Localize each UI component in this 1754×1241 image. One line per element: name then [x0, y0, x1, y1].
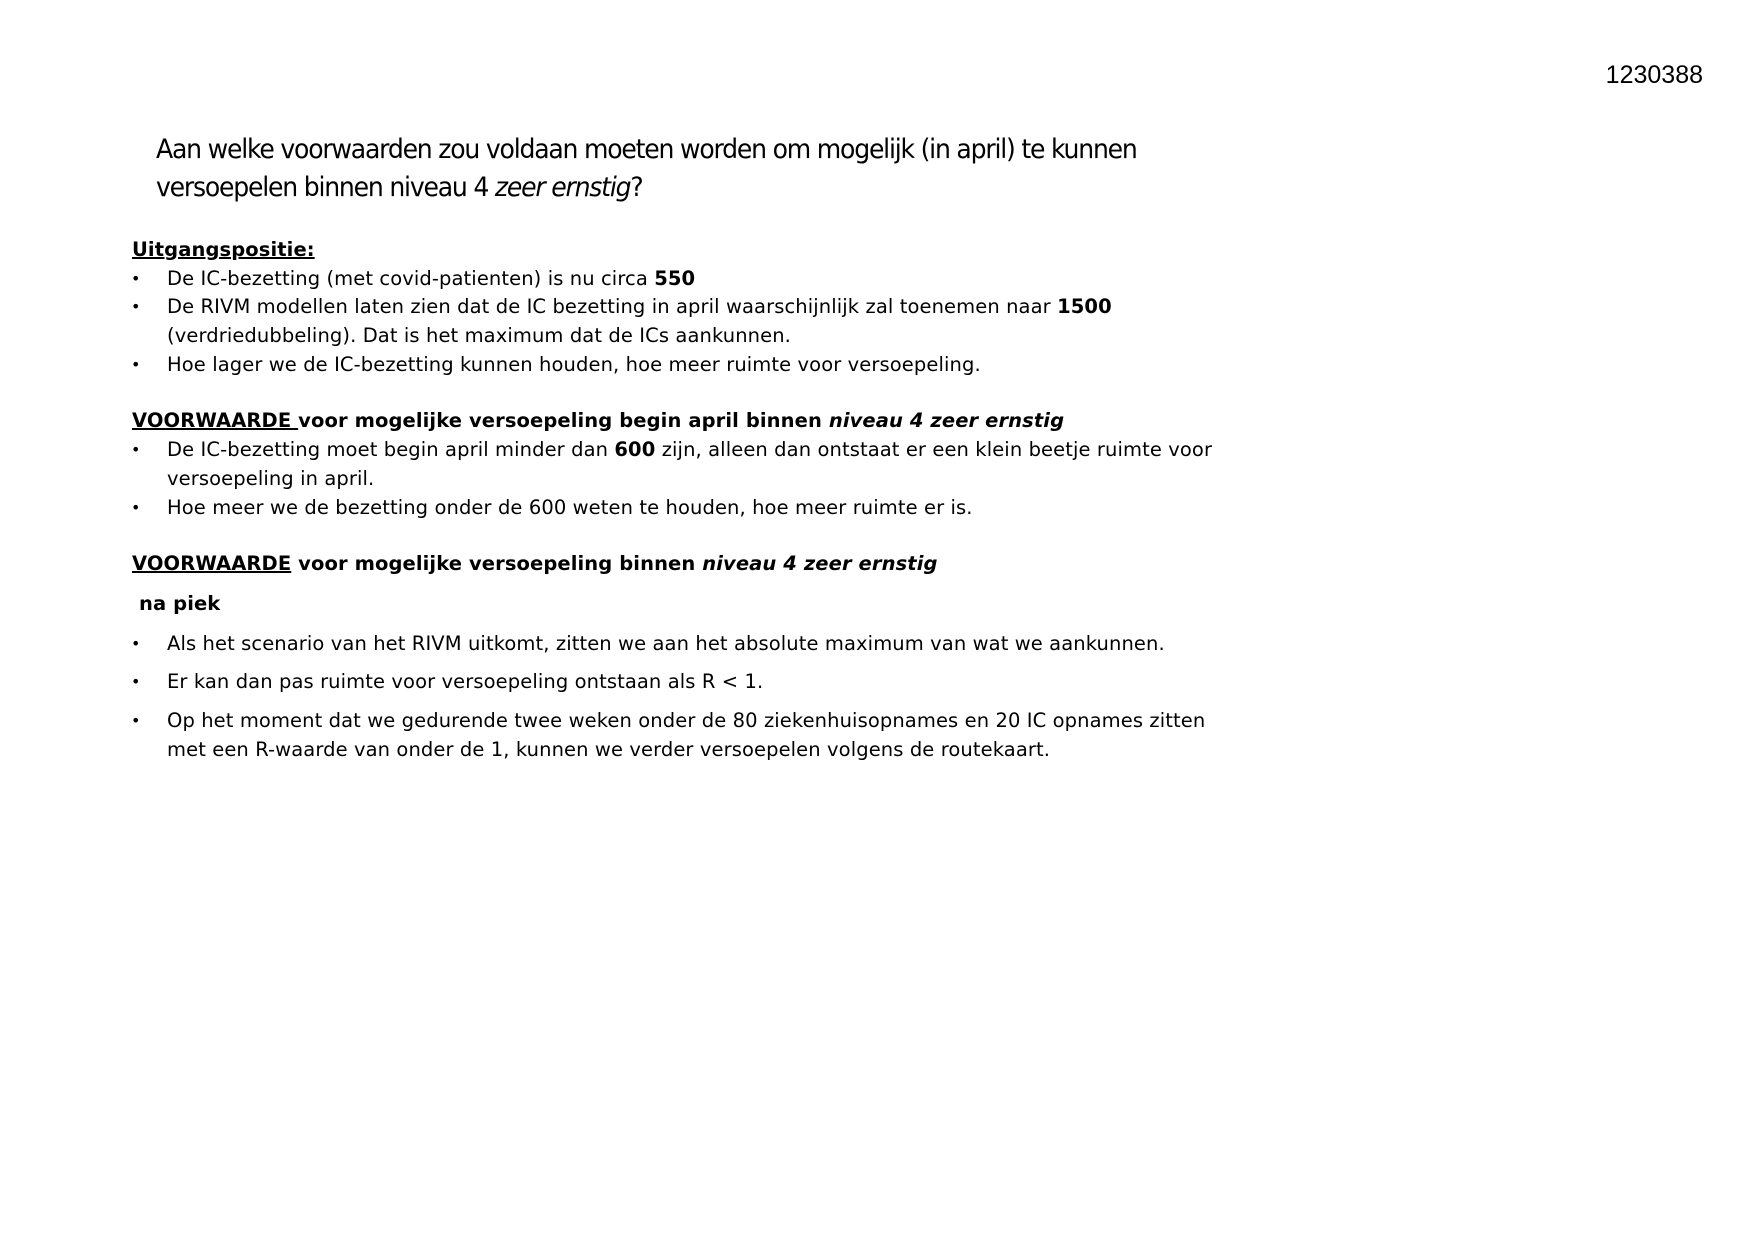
list-item: Hoe meer we de bezetting onder de 600 weten te houden, hoe meer ruimte er is. [167, 496, 973, 519]
list-item-continuation: (verdriedubbeling). Dat is het maximum dat de ICs aankunnen. [167, 324, 791, 347]
title-italic: zeer ernstig [494, 172, 631, 203]
item-value: 1500 [1057, 295, 1112, 318]
bullet-icon: • [131, 440, 141, 459]
item-value: 550 [654, 267, 696, 290]
heading-underlined: VOORWAARDE [132, 409, 299, 432]
heading-text: voor mogelijke versoepeling begin april binnen [298, 409, 829, 432]
document-id: 1230388 [1605, 61, 1703, 89]
item-value: 600 [614, 438, 656, 461]
section-heading-voorwaarde-na-piek [132, 552, 938, 575]
section-heading-uitgangspositie [132, 238, 315, 261]
list-item: Als het scenario van het RIVM uitkomt, zitten we aan het absolute maximum van wat we aankunnen. [167, 632, 1165, 655]
bullet-icon: • [131, 634, 141, 653]
subheading-na-piek: na piek [139, 592, 221, 615]
list-item [167, 267, 695, 290]
list-item: Er kan dan pas ruimte voor versoepeling ontstaan als R < 1. [167, 670, 764, 693]
title-qmark: ? [630, 172, 643, 203]
bullet-icon: • [131, 269, 141, 288]
title-text: versoepelen binnen niveau 4 [156, 172, 495, 203]
bullet-icon: • [131, 355, 141, 374]
list-item: Op het moment dat we gedurende twee weken onder de 80 ziekenhuisopnames en 20 IC opnames zitten [167, 709, 1206, 732]
bullet-icon: • [131, 672, 141, 691]
title-line-2 [156, 172, 642, 203]
heading-italic: niveau 4 zeer ernstig [828, 409, 1065, 432]
bullet-icon: • [131, 498, 141, 517]
item-text: zijn, alleen dan ontstaat er een klein beetje ruimte voor [655, 438, 1213, 461]
list-item-continuation: versoepeling in april. [167, 467, 375, 490]
heading-text: voor mogelijke versoepeling binnen [291, 552, 703, 575]
list-item: Hoe lager we de IC-bezetting kunnen houden, hoe meer ruimte voor versoepeling. [167, 353, 981, 376]
bullet-icon: • [131, 711, 141, 730]
item-text: De RIVM modellen laten zien dat de IC bezetting in april waarschijnlijk zal toenemen naar [167, 295, 1058, 318]
list-item-continuation: met een R-waarde van onder de 1, kunnen we verder versoepelen volgens de routekaart. [167, 738, 1051, 761]
heading-italic: niveau 4 zeer ernstig [702, 552, 938, 575]
title-line-1: Aan welke voorwaarden zou voldaan moeten worden om mogelijk (in april) te kunnen [156, 134, 1137, 165]
item-text: De IC-bezetting moet begin april minder dan [167, 438, 615, 461]
bullet-icon: • [131, 297, 141, 316]
section-heading-voorwaarde-april [132, 409, 1064, 432]
heading-text: Uitgangspositie: [132, 238, 315, 261]
item-text: De IC-bezetting (met covid-patienten) is nu circa [167, 267, 655, 290]
list-item [167, 438, 1212, 461]
list-item [167, 295, 1112, 318]
heading-underlined: VOORWAARDE [132, 552, 292, 575]
